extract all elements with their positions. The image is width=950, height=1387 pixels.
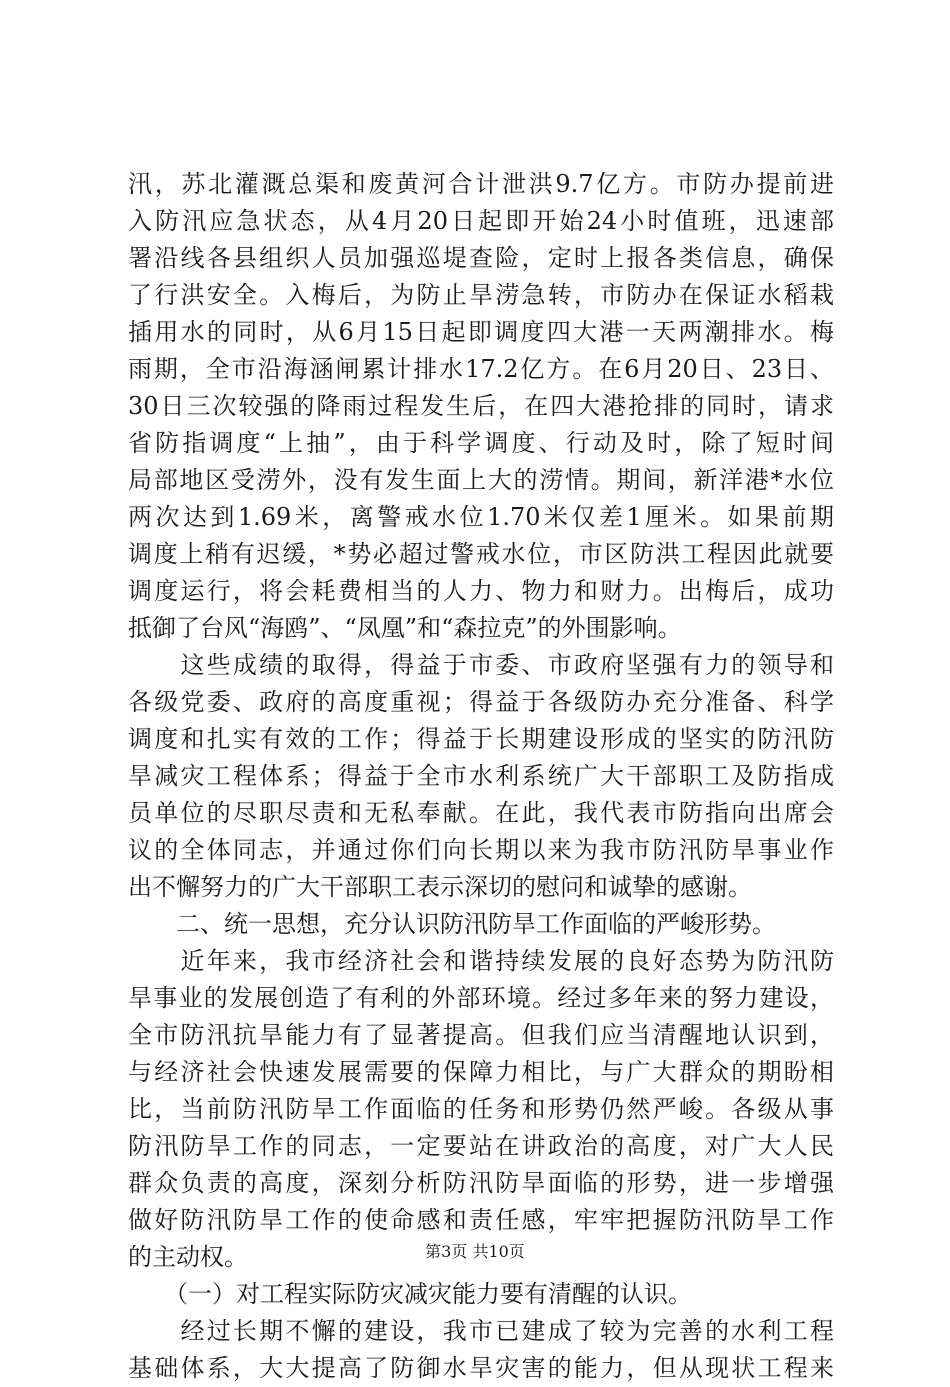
text-line: 经过长期不懈的建设，我市已建成了较为完善的水利工程 [128,1317,834,1345]
text-line: 调度和扎实有效的工作；得益于长期建设形成的坚实的防汛防 [128,725,834,753]
text-line: 署沿线各县组织人员加强巡堤查险，定时上报各类信息，确保 [128,244,834,272]
text-line: 做好防汛防旱工作的使命感和责任感，牢牢把握防汛防旱工作 [128,1206,834,1234]
text-line: 的主动权。 [128,1243,248,1271]
text-line: 了行洪安全。入梅后，为防止旱涝急转，市防办在保证水稻栽 [128,281,834,309]
text-line: 防汛防旱工作的同志，一定要站在讲政治的高度，对广大人民 [128,1132,834,1160]
text-line: 入防汛应急状态，从4月20日起即开始24小时值班，迅速部 [128,207,834,235]
subsection-heading: （一）对工程实际防灾减灾能力要有清醒的认识。 [128,1280,692,1308]
text-line: 调度运行，将会耗费相当的人力、物力和财力。出梅后，成功 [128,577,834,605]
page-footer: 第3页 共10页 [425,1242,525,1261]
text-line: 全市防汛抗旱能力有了显著提高。但我们应当清醒地认识到， [128,1021,834,1049]
text-line: 省防指调度“上抽”，由于科学调度、行动及时，除了短时间 [128,429,834,457]
text-line: 插用水的同时，从6月15日起即调度四大港一天两潮排水。梅 [128,318,834,346]
text-line: 群众负责的高度，深刻分析防汛防旱面临的形势，进一步增强 [128,1169,834,1197]
text-line: 基础体系，大大提高了防御水旱灾害的能力，但从现状工程来 [128,1354,834,1382]
text-line: 员单位的尽职尽责和无私奉献。在此，我代表市防指向出席会 [128,799,834,827]
text-line: 旱减灾工程体系；得益于全市水利系统广大干部职工及防指成 [128,762,834,790]
text-line: 各级党委、政府的高度重视；得益于各级防办充分准备、科学 [128,688,834,716]
text-line: 这些成绩的取得，得益于市委、市政府坚强有力的领导和 [128,651,834,679]
text-line: 调度上稍有迟缓，*势必超过警戒水位，市区防洪工程因此就要 [128,540,834,568]
text-line: 雨期，全市沿海涵闸累计排水17.2亿方。在6月20日、23日、 [128,355,834,383]
text-line: 30日三次较强的降雨过程发生后，在四大港抢排的同时，请求 [128,392,834,420]
text-line: 近年来，我市经济社会和谐持续发展的良好态势为防汛防 [128,947,834,975]
text-line: 两次达到1.69米，离警戒水位1.70米仅差1厘米。如果前期 [128,503,834,531]
section-heading: 二、统一思想，充分认识防汛防旱工作面临的严峻形势。 [128,910,776,938]
text-line: 汛，苏北灌溉总渠和废黄河合计泄洪9.7亿方。市防办提前进 [128,170,834,198]
text-line: 抵御了台风“海鸥”、“凤凰”和“森拉克”的外围影响。 [128,614,682,642]
text-line: 出不懈努力的广大干部职工表示深切的慰问和诚挚的感谢。 [128,873,752,901]
text-line: 比，当前防汛防旱工作面临的任务和形势仍然严峻。各级从事 [128,1095,834,1123]
body-text [128,166,834,1387]
text-line: 与经济社会快速发展需要的保障力相比，与广大群众的期盼相 [128,1058,834,1086]
text-line: 旱事业的发展创造了有利的外部环境。经过多年来的努力建设， [128,984,834,1012]
text-line: 局部地区受涝外，没有发生面上大的涝情。期间，新洋港*水位 [128,466,834,494]
text-line: 议的全体同志，并通过你们向长期以来为我市防汛防旱事业作 [128,836,834,864]
